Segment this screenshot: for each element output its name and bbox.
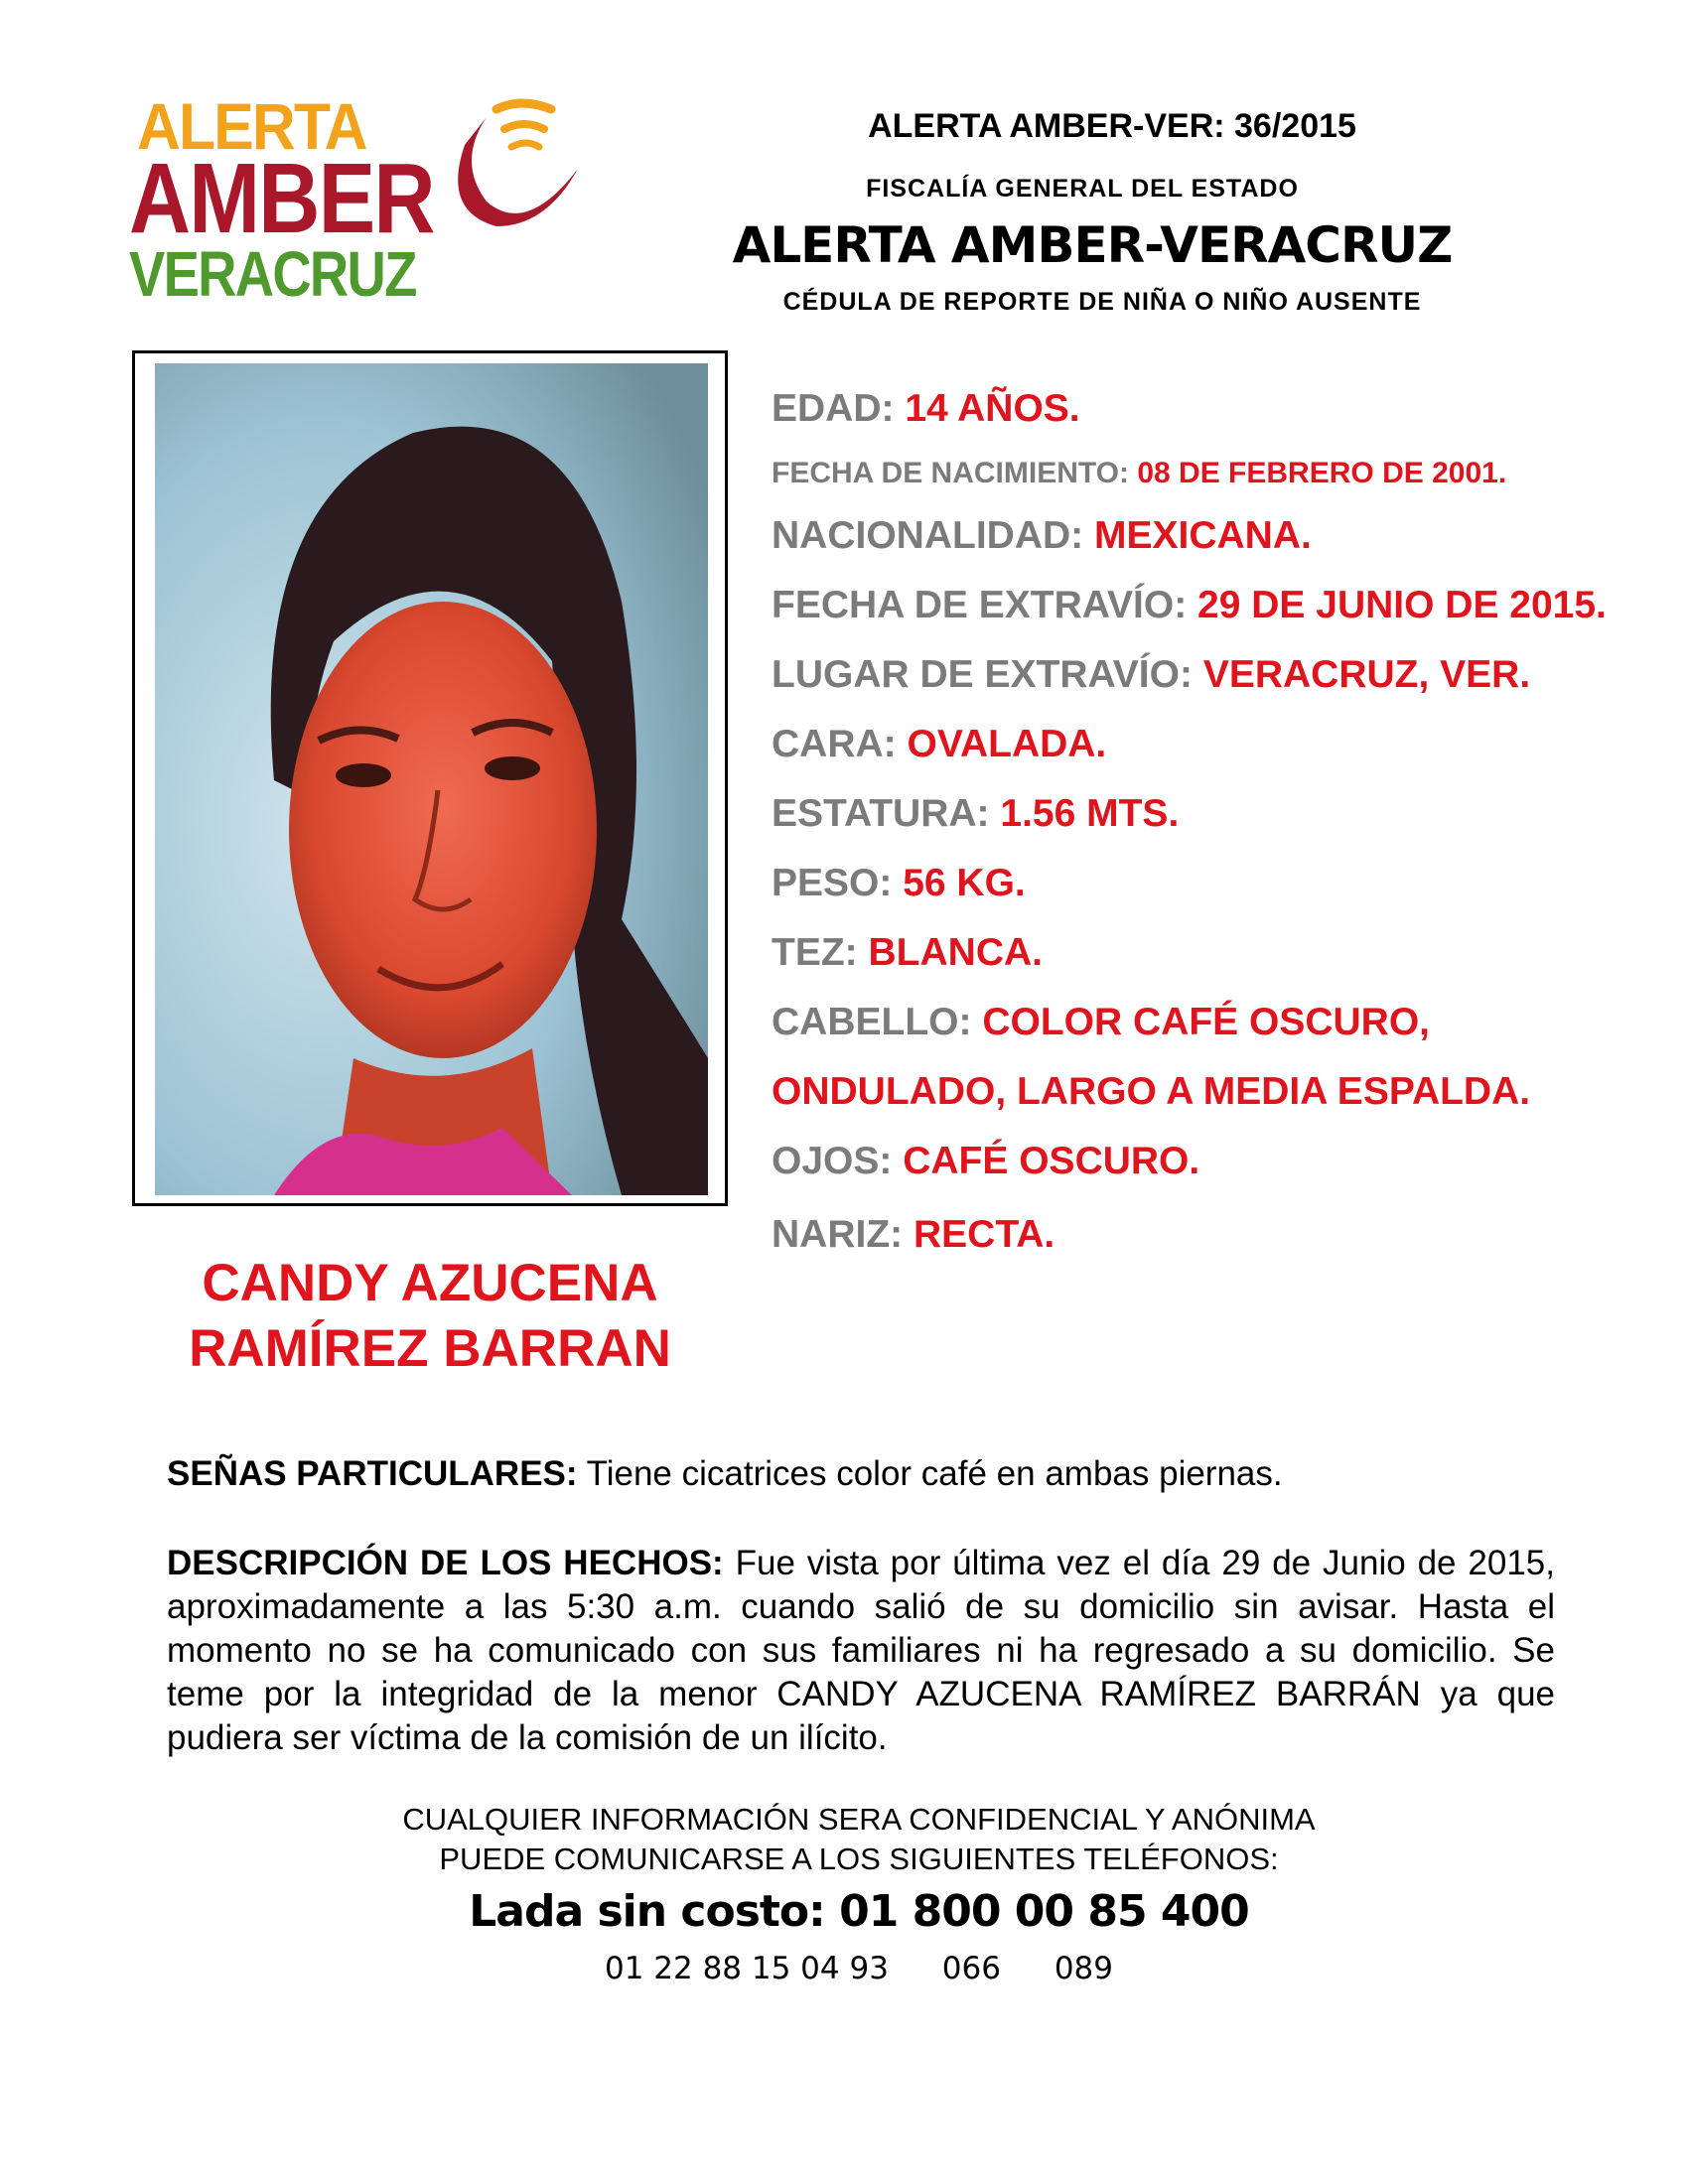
field-nacionalidad [772, 514, 1312, 558]
senas-particulares [167, 1452, 1555, 1496]
field-label: FECHA DE NACIMIENTO: [772, 457, 1129, 489]
page-subtitle: CÉDULA DE REPORTE DE NIÑA O NIÑO AUSENTE [782, 288, 1422, 316]
field-cara [772, 723, 1106, 766]
field-value: 08 DE FEBRERO DE 2001. [1137, 457, 1507, 489]
phone-number: 01 22 88 15 04 93 [604, 1951, 889, 1986]
field-lugar-extravio [772, 653, 1530, 697]
field-cabello [772, 1001, 1430, 1044]
senas-text: Tiene cicatrices color café en ambas piernas. [586, 1454, 1283, 1493]
phone-number: 066 [941, 1951, 1001, 1986]
field-label: PESO: [772, 862, 893, 904]
missing-person-photo [155, 363, 708, 1195]
alerta-amber-logo [129, 87, 467, 316]
field-label: CABELLO: [772, 1001, 972, 1043]
footer-phones-intro: PUEDE COMUNICARSE A LOS SIGUIENTES TELÉFONOS: [439, 1842, 1279, 1876]
phone-number: 089 [1054, 1951, 1113, 1986]
field-value: RECTA. [913, 1213, 1055, 1256]
descripcion-hechos [167, 1542, 1555, 1760]
photo-frame [132, 350, 728, 1206]
field-value: 29 DE JUNIO DE 2015. [1197, 584, 1607, 626]
field-value: CAFÉ OSCURO. [903, 1140, 1200, 1182]
field-label: CARA: [772, 723, 897, 765]
field-value: OVALADA. [907, 723, 1107, 765]
footer-toll-free: Lada sin costo: 01 800 00 85 400 [469, 1886, 1249, 1937]
logo-veracruz-text: VERACRUZ [129, 238, 416, 310]
field-label: FECHA DE EXTRAVÍO: [772, 584, 1188, 626]
field-ojos [772, 1140, 1199, 1183]
descripcion-text: Fue vista por última vez el día 29 de Junio de 2015, aproximadamente a las 5:30 a.m. cuando salió de su domicilio sin avisar. Hasta el momento no se ha comunicado con sus familiares ni ha regresado a su domicilio. Se teme por la integridad de la menor CANDY AZUCENA RAMÍREZ BARRÁN ya que pudiera ser víctima de la comisión de un ilícito. [167, 1544, 1555, 1757]
logo-amber-text: AMBER [129, 143, 434, 254]
field-value: VERACRUZ, VER. [1202, 653, 1531, 696]
field-value: MEXICANA. [1093, 514, 1312, 557]
field-label: OJOS: [772, 1140, 893, 1182]
footer-confidential: CUALQUIER INFORMACIÓN SERA CONFIDENCIAL Y ANÓNIMA [402, 1802, 1316, 1837]
field-fecha-nacimiento [772, 457, 1506, 490]
field-estatura [772, 792, 1179, 836]
field-fecha-extravio [772, 584, 1607, 627]
field-nariz [772, 1213, 1055, 1257]
field-peso [772, 862, 1026, 905]
field-value: COLOR CAFÉ OSCURO, [982, 1001, 1430, 1043]
footer-phone-list [149, 1951, 1569, 1986]
field-value: 56 KG. [903, 862, 1026, 904]
field-tez [772, 931, 1043, 975]
page-title: ALERTA AMBER-VERACRUZ [732, 216, 1453, 274]
field-label: ESTATURA: [772, 792, 990, 835]
field-label: EDAD: [772, 387, 895, 430]
person-name-first: CANDY AZUCENA [202, 1254, 658, 1312]
field-value: 1.56 MTS. [1000, 792, 1180, 835]
field-value: BLANCA. [868, 931, 1043, 974]
alert-code: ALERTA AMBER-VER: 36/2015 [868, 107, 1356, 145]
field-edad [772, 387, 1080, 431]
logo-alerta-text: ALERTA [137, 89, 366, 163]
senas-label: SEÑAS PARTICULARES: [167, 1454, 578, 1493]
person-name-last: RAMÍREZ BARRAN [189, 1319, 671, 1378]
descripcion-label: DESCRIPCIÓN DE LOS HECHOS: [167, 1544, 724, 1582]
agency-name: FISCALÍA GENERAL DEL ESTADO [866, 175, 1299, 203]
field-label: NACIONALIDAD: [772, 514, 1084, 557]
field-value: ONDULADO, LARGO A MEDIA ESPALDA. [772, 1070, 1531, 1113]
field-cabello-continued [772, 1070, 1530, 1114]
field-value: 14 AÑOS. [905, 387, 1080, 430]
field-label: NARIZ: [772, 1213, 904, 1256]
field-label: LUGAR DE EXTRAVÍO: [772, 653, 1193, 696]
field-label: TEZ: [772, 931, 858, 974]
